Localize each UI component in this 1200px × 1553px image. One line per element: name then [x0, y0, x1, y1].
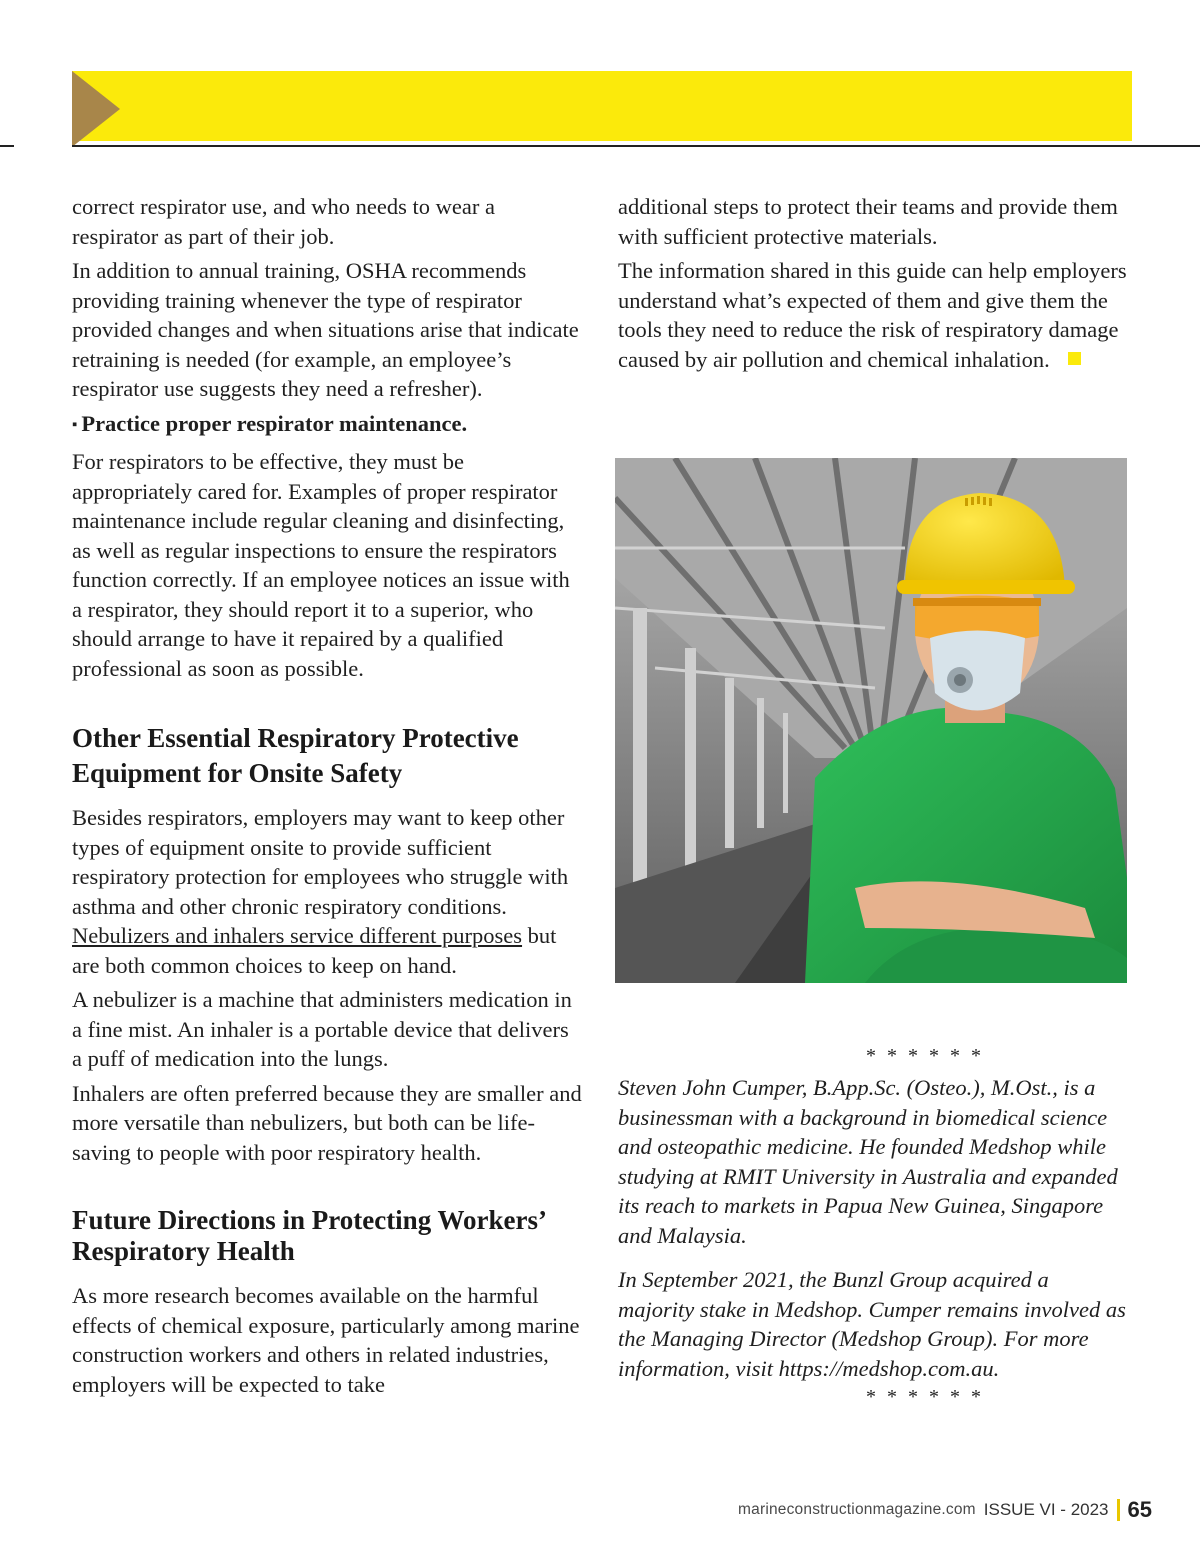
end-of-article-icon [1068, 352, 1081, 365]
left-paragraph-6: Inhalers are often preferred because they are smaller and more versatile than nebulizers, but both can be life-saving to people with poor respiratory health. [72, 1080, 582, 1165]
footer-separator [1117, 1499, 1120, 1521]
header-arrow-icon [72, 71, 120, 147]
left-paragraph-7: As more research becomes available on the harmful effects of chemical exposure, particularly among marine construction workers and others in related industries, employers will be expected to take [72, 1283, 580, 1397]
left-column [72, 192, 584, 1404]
bio-paragraph-1: Steven John Cumper, B.App.Sc. (Osteo.), M.Ost., is a businessman with a background in biomedical science and osteopathic medicine. He founded Medshop while studying at RMIT University in Australia and expanded its reach to markets in Papua New Guinea, Singapore and Malaysia. [618, 1075, 1118, 1248]
author-bio [618, 1042, 1128, 1411]
worker-photo [615, 458, 1127, 983]
footer-issue: ISSUE VI - 2023 [983, 1500, 1109, 1519]
left-paragraph-3: For respirators to be effective, they must be appropriately cared for. Examples of proper respirator maintenance include regular cleaning and disinfecting, as well as regular inspections to ensure the respirators function correctly. If an employee notices an issue with a respirator, they should report it to a superior, who should arrange to have it repaired by a qualified professional as soon as possible. [72, 449, 570, 681]
bio-divider-top: * * * * * * [866, 1045, 984, 1067]
worker-photo-illustration [615, 458, 1127, 983]
left-paragraph-1: correct respirator use, and who needs to wear a respirator as part of their job. [72, 194, 495, 249]
page-number: 65 [1127, 1497, 1152, 1522]
bullet-square-icon: ▪ [72, 416, 78, 433]
left-paragraph-4 [72, 803, 584, 980]
heading-future-directions: Future Directions in Protecting Workers’ Respiratory Health [72, 1205, 545, 1266]
right-paragraph-1: additional steps to protect their teams and provide them with sufficient protective materials. [618, 194, 1118, 249]
left-paragraph-5: A nebulizer is a machine that administers medication in a fine mist. An inhaler is a portable device that delivers a puff of medication into the lungs. [72, 987, 572, 1071]
paragraph-4-end: but are both common choices to keep on hand. [72, 923, 557, 978]
heading-other-equipment: Other Essential Respiratory Protective Equipment for Onsite Safety [72, 723, 519, 788]
paragraph-4-start: Besides respirators, employers may want to keep other types of equipment onsite to provide sufficient respiratory protection for employees who struggle with asthma and other chronic respiratory conditions. [72, 805, 569, 919]
header-yellow-band [72, 71, 1132, 141]
right-paragraph-2 [618, 256, 1128, 374]
left-paragraph-2: In addition to annual training, OSHA recommends providing training whenever the type of respirator provided changes and when situations arise that indicate retraining is needed (for example, an employee’s respirator use suggests they need a refresher). [72, 258, 579, 401]
bio-divider-bottom: * * * * * * [866, 1386, 984, 1408]
bullet-item [72, 409, 584, 441]
right-column [618, 192, 1128, 379]
bullet-text: Practice proper respirator maintenance. [81, 410, 468, 436]
header-rule-left [0, 145, 14, 147]
footer-site: marineconstructionmagazine.com [738, 1501, 976, 1518]
bio-paragraph-2: In September 2021, the Bunzl Group acquired a majority stake in Medshop. Cumper remains involved as the Managing Director (Medshop Group). For more information, visit https://medshop.com.au. [618, 1267, 1126, 1381]
right-paragraph-2-text: The information shared in this guide can help employers understand what’s expected of them and give them the tools they need to reduce the risk of respiratory damage caused by air pollution and chemical inhalation. [618, 258, 1127, 372]
page-footer [738, 1490, 1152, 1530]
nebulizers-inhalers-link[interactable]: Nebulizers and inhalers service different purposes [72, 923, 523, 948]
header-rule [72, 145, 1200, 147]
